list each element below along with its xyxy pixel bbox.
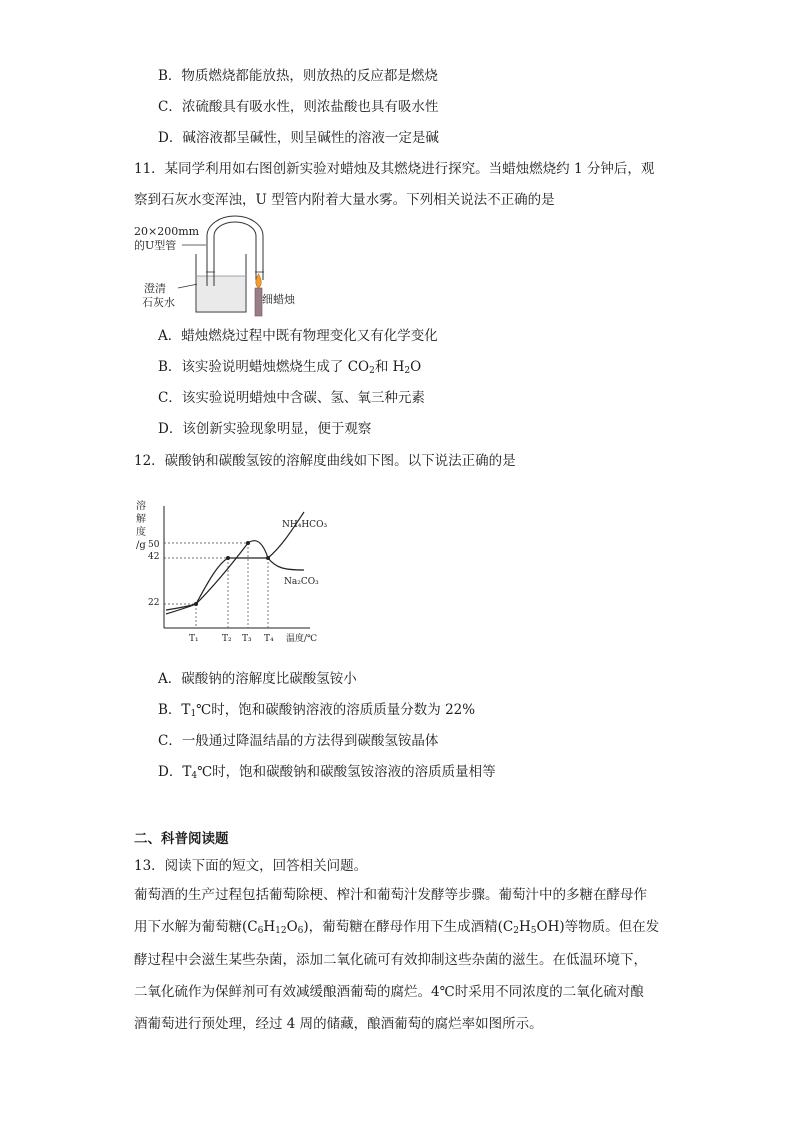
q12-option-a: A．碳酸钠的溶解度比碳酸氢铵小: [158, 671, 357, 687]
x-tick-t2: T₂: [222, 634, 232, 644]
q10-option-c: C．浓硫酸具有吸水性，则浓盐酸也具有吸水性: [158, 99, 439, 115]
y-tick-22: 22: [148, 598, 160, 608]
q13-stem: 13．阅读下面的短文，回答相关问题。: [134, 858, 368, 874]
q10-option-b: B．物质燃烧都能放热，则放热的反应都是燃烧: [158, 68, 438, 84]
figure-label-limewater-2: 石灰水: [142, 296, 175, 309]
q11-option-a: A．蜡烛燃烧过程中既有物理变化又有化学变化: [158, 328, 438, 344]
q10-option-d: D．碱溶液都呈碱性，则呈碱性的溶液一定是碱: [158, 130, 439, 146]
passage-line-4: 二氧化硫作为保鲜剂可有效减缓酿酒葡萄的腐烂。4℃时采用不同浓度的二氧化硫对酿: [134, 984, 644, 1000]
candle-flame: [256, 274, 261, 288]
y-tick-42: 42: [148, 552, 160, 562]
q11-stem-line2: 察到石灰水变浑浊，U 型管内附着大量水雾。下列相关说法不正确的是: [134, 192, 555, 208]
q12-stem: 12．碳酸钠和碳酸氢铵的溶解度曲线如下图。以下说法正确的是: [134, 453, 516, 469]
q11-option-d: D．该创新实验现象明显，便于观察: [158, 421, 372, 437]
figure-label-tube-size: 20×200mm: [134, 225, 200, 238]
q11-option-b: B．该实验说明蜡烛燃烧生成了 $CO_2$和 $H_2O$: [158, 359, 422, 376]
y-axis-label-4: /g: [136, 540, 146, 551]
y-axis-label-1: 溶: [136, 501, 146, 512]
passage-line-2: 用下水解为葡萄糖$(C_6H_{12}O_6)$，葡萄糖在酵母作用下生成酒精$(C_2H_5OH)$等物质。但在发: [134, 919, 660, 936]
section-heading: 二、科普阅读题: [134, 831, 229, 847]
point-t1: [194, 602, 198, 606]
solubility-chart: [134, 496, 364, 656]
passage-line-1: 葡萄酒的生产过程包括葡萄除梗、榨汁和葡萄汁发酵等步骤。葡萄汁中的多糖在酵母作: [134, 887, 647, 903]
point-t3: [246, 541, 250, 545]
y-axis-label-3: 度: [136, 527, 146, 538]
q11-apparatus-figure: [134, 214, 334, 318]
series-label-na2co3: Na₂CO₃: [284, 577, 319, 587]
passage-line-3: 酵过程中会滋生某些杂菌，添加二氧化硫可有效抑制这些杂菌的滋生。在低温环境下，: [134, 952, 647, 968]
x-tick-t4: T₄: [264, 634, 274, 644]
x-tick-t1: T₁: [189, 634, 199, 644]
q11-stem-line1: 11．某同学利用如右图创新实验对蜡烛及其燃烧进行探究。当蜡烛燃烧约 1 分钟后，观: [134, 161, 655, 177]
limewater-liquid: [197, 276, 245, 311]
q11-option-c: C．该实验说明蜡烛中含碳、氢、氧三种元素: [158, 390, 425, 406]
x-tick-t3: T₃: [242, 634, 252, 644]
figure-label-u-tube: 的U型管: [134, 239, 177, 252]
q12-option-b: B．$T_1℃$时，饱和碳酸钠溶液的溶质质量分数为 22%: [158, 702, 476, 719]
y-axis-label-2: 解: [136, 514, 146, 525]
q12-option-d: D．$T_4℃$时，饱和碳酸钠和碳酸氢铵溶液的溶质质量相等: [158, 764, 496, 781]
figure-label-limewater-1: 澄清: [144, 282, 166, 295]
x-axis-label: 温度/℃: [286, 634, 318, 644]
point-t4: [266, 556, 270, 560]
passage-line-5: 酒葡萄进行预处理，经过 4 周的储藏，酿酒葡萄的腐烂率如图所示。: [134, 1016, 543, 1032]
q12-option-c: C．一般通过降温结晶的方法得到碳酸氢铵晶体: [158, 733, 439, 749]
figure-label-candle: 细蜡烛: [262, 293, 295, 306]
point-t2: [226, 556, 230, 560]
candle: [255, 288, 262, 316]
y-tick-50: 50: [148, 540, 160, 550]
series-label-nh4hco3: NH₄HCO₃: [282, 520, 328, 530]
series-line-na2co3: [166, 541, 304, 610]
